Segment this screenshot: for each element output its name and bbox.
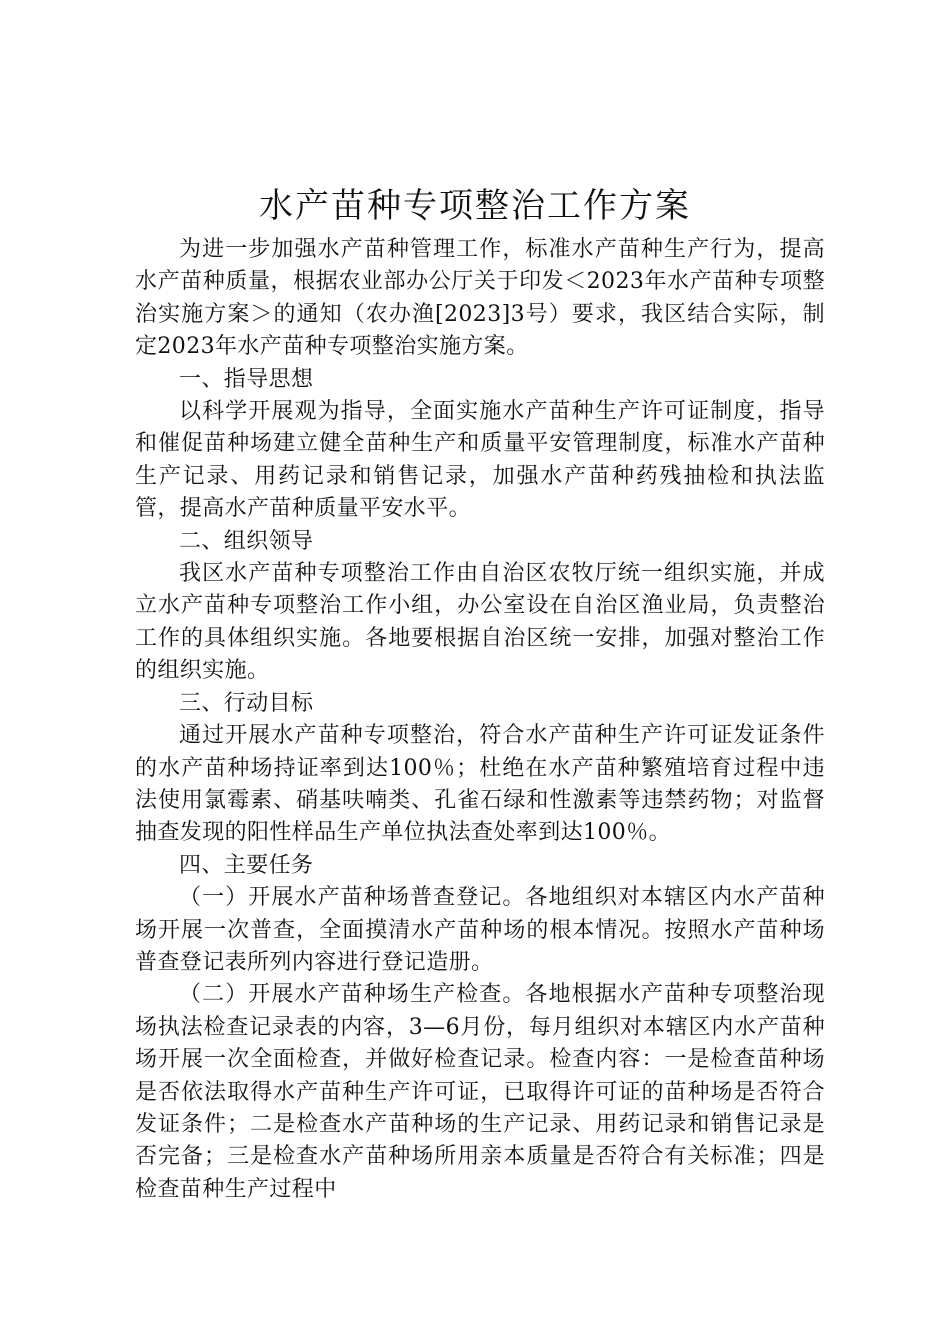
document-title: 水产苗种专项整治工作方案 (259, 186, 691, 226)
section-heading-guiding-thought: 一、指导思想 (179, 366, 314, 392)
task-item-survey-registration: （一）开展水产苗种场普查登记。各地组织对本辖区内水产苗种场开展一次普查，全面摸清水产苗种场的根本情况。按照水产苗种场普查登记表所列内容进行登记造册。 (135, 885, 825, 975)
section-heading-action-goals: 三、行动目标 (179, 690, 314, 716)
document-body (135, 234, 825, 1206)
section-body-organization: 我区水产苗种专项整治工作由自治区农牧厅统一组织实施，并成立水产苗种专项整治工作小组，办公室设在自治区渔业局，负责整治工作的具体组织实施。各地要根据自治区统一安排，加强对整治工作的组织实施。 (135, 561, 825, 684)
section-heading-main-tasks: 四、主要任务 (179, 852, 314, 878)
task-item-production-inspection: （二）开展水产苗种场生产检查。各地根据水产苗种专项整治现场执法检查记录表的内容，3—6月份，每月组织对本辖区内水产苗种场开展一次全面检查，并做好检查记录。检查内容：一是检查苗种场是否依法取得水产苗种生产许可证，已取得许可证的苗种场是否符合发证条件；二是检查水产苗种场的生产记录、用药记录和销售记录是否完备；三是检查水产苗种场所用亲本质量是否符合有关标准；四是检查苗种生产过程中 (135, 982, 825, 1202)
section-heading-organization: 二、组织领导 (179, 528, 314, 554)
section-body-guiding-thought: 以科学开展观为指导，全面实施水产苗种生产许可证制度，指导和催促苗种场建立健全苗种生产和质量平安管理制度，标准水产苗种生产记录、用药记录和销售记录，加强水产苗种药残抽检和执法监管，提高水产苗种质量平安水平。 (135, 399, 825, 522)
section-body-action-goals: 通过开展水产苗种专项整治，符合水产苗种生产许可证发证条件的水产苗种场持证率到达100％；杜绝在水产苗种繁殖培育过程中违法使用氯霉素、硝基呋喃类、孔雀石绿和性激素等违禁药物；对监督抽查发现的阳性样品生产单位执法查处率到达100％。 (135, 723, 825, 846)
intro-paragraph: 为进一步加强水产苗种管理工作，标准水产苗种生产行为，提高水产苗种质量，根据农业部办公厅关于印发＜2023年水产苗种专项整治实施方案＞的通知（农办渔[2023]3号）要求，我区结合实际，制定2023年水产苗种专项整治实施方案。 (135, 237, 825, 360)
